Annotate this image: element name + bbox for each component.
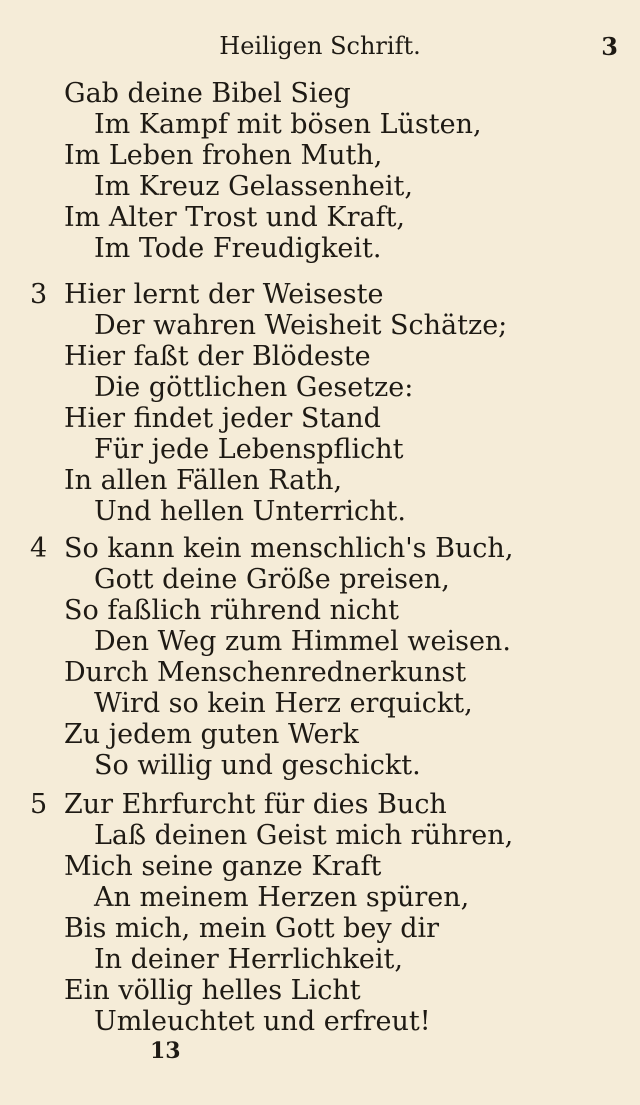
verse-line: So willig und geschickt. [94, 750, 421, 781]
verse-line: In allen Fällen Rath, [64, 465, 343, 496]
verse-line: Gab deine Bibel Sieg [64, 78, 351, 109]
verse-line: So faßlich rührend nicht [64, 595, 400, 626]
verse-line: Bis mich, mein Gott bey dir [64, 913, 440, 944]
verse-line: Wird so kein Herz erquickt, [94, 688, 473, 719]
verse-line: Im Alter Trost und Kraft, [64, 202, 406, 233]
verse-number: 5 [30, 789, 48, 820]
verse-line: An meinem Herzen spüren, [94, 882, 470, 913]
verse-line: Zur Ehrfurcht für dies Buch [64, 789, 447, 820]
verse-line: Und hellen Unterricht. [94, 496, 406, 527]
verse-line: Im Kreuz Gelassenheit, [94, 171, 413, 202]
signature-mark: 13 [150, 1038, 181, 1064]
verse-line: Laß deinen Geist mich rühren, [94, 820, 514, 851]
verse-line: Im Kampf mit bösen Lüsten, [94, 109, 482, 140]
verse-line: Den Weg zum Himmel weisen. [94, 626, 511, 657]
verse-line: Mich seine ganze Kraft [64, 851, 382, 882]
verse-line: In deiner Herrlichkeit, [94, 944, 403, 975]
verse-line: Hier findet jeder Stand [64, 403, 381, 434]
verse-line: Hier faßt der Blödeste [64, 341, 371, 372]
running-head: Heiligen Schrift. [219, 32, 421, 60]
verse-line: So kann kein menschlich's Buch, [64, 533, 514, 564]
page-number: 3 [601, 32, 618, 61]
verse-line: Gott deine Größe preisen, [94, 564, 450, 595]
verse-line: Durch Menschenrednerkunst [64, 657, 467, 688]
verse-line: Im Tode Freudigkeit. [94, 233, 382, 264]
verse-line: Der wahren Weisheit Schätze; [94, 310, 508, 341]
verse-number: 3 [30, 279, 48, 310]
verse-line: Im Leben frohen Muth, [64, 140, 383, 171]
verse-line: Die göttlichen Gesetze: [94, 372, 414, 403]
verse-number: 4 [30, 533, 48, 564]
verse-line: Ein völlig helles Licht [64, 975, 361, 1006]
verse-line: Für jede Lebenspflicht [94, 434, 404, 465]
verse-line: Zu jedem guten Werk [64, 719, 359, 750]
verse-line: Umleuchtet und erfreut! [94, 1006, 431, 1037]
verse-line: Hier lernt der Weiseste [64, 279, 384, 310]
